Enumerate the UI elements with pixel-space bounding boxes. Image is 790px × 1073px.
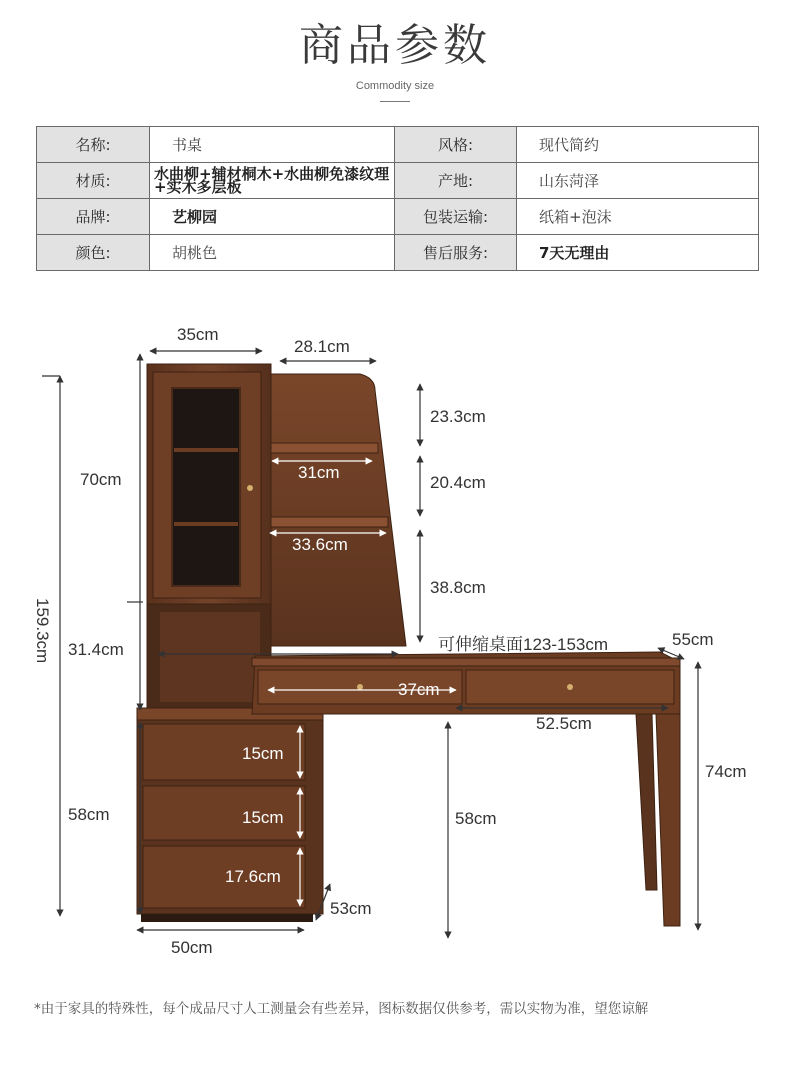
dim-desk-depth: 55cm xyxy=(672,630,714,649)
spec-value: 水曲柳+辅材桐木+水曲柳免漆纹理+实木多层板 xyxy=(150,163,395,199)
dim-pedestal-depth: 53cm xyxy=(330,899,372,918)
page-title: 商品参数 xyxy=(299,20,491,71)
hutch-back-panel xyxy=(268,374,406,646)
spec-label: 风格: xyxy=(395,127,517,163)
drawer-pedestal xyxy=(137,708,323,922)
spec-row xyxy=(37,199,759,235)
dim-hutch-depth: 28.1cm xyxy=(294,337,350,356)
page-subtitle: Commodity size xyxy=(355,80,435,92)
spec-row xyxy=(37,127,759,163)
dim-extendable-desk: 可伸缩桌面123-153cm xyxy=(438,635,609,654)
dim-knee-height: 58cm xyxy=(455,809,497,828)
shelf-top xyxy=(266,443,378,453)
spec-value: 艺柳园 xyxy=(150,199,395,235)
upper-cabinet xyxy=(147,364,271,604)
dim-drawer-width: 37cm xyxy=(398,680,440,699)
dim-desk-height: 74cm xyxy=(705,762,747,781)
spec-label: 颜色: xyxy=(37,235,150,271)
dim-shelf-gap-top: 23.3cm xyxy=(430,407,486,426)
header-divider xyxy=(380,101,410,102)
spec-label: 包装运输: xyxy=(395,199,517,235)
page-header xyxy=(0,18,790,102)
spec-value: 纸箱+泡沫 xyxy=(517,199,759,235)
dim-desk-segment: 52.5cm xyxy=(536,714,592,733)
spec-label: 材质: xyxy=(37,163,150,199)
spec-label: 名称: xyxy=(37,127,150,163)
disclaimer-footnote: *由于家具的特殊性，每个成品尺寸人工测量会有些差异，图标数据仅供参考，需以实物为准，望您谅解 xyxy=(34,1001,649,1017)
dim-cabinet-width: 35cm xyxy=(177,325,219,344)
spec-value: 7天无理由 xyxy=(517,235,759,271)
dim-shelf-gap-low: 38.8cm xyxy=(430,578,486,597)
spec-table xyxy=(36,126,759,271)
shelf-middle xyxy=(266,517,388,527)
dim-shelf1-width: 31cm xyxy=(298,463,340,482)
dim-shelf-gap-mid: 20.4cm xyxy=(430,473,486,492)
dim-pedestal-height: 58cm xyxy=(68,805,110,824)
spec-row xyxy=(37,235,759,271)
dim-pedestal-width: 50cm xyxy=(171,938,213,957)
dim-total-height: 159.3cm xyxy=(33,598,52,664)
dim-open-gap-height: 31.4cm xyxy=(68,640,124,659)
dim-drawer1-height: 15cm xyxy=(242,744,284,763)
spec-label: 产地: xyxy=(395,163,517,199)
spec-value: 书桌 xyxy=(150,127,395,163)
dim-shelf2-width: 33.6cm xyxy=(292,535,348,554)
dim-upper-cabinet-height: 70cm xyxy=(80,470,122,489)
product-diagram xyxy=(0,290,790,980)
spec-row xyxy=(37,163,759,199)
spec-value: 山东菏泽 xyxy=(517,163,759,199)
spec-label: 品牌: xyxy=(37,199,150,235)
dim-drawer3-height: 17.6cm xyxy=(225,867,281,886)
dim-drawer2-height: 15cm xyxy=(242,808,284,827)
spec-value: 现代简约 xyxy=(517,127,759,163)
spec-label: 售后服务: xyxy=(395,235,517,271)
spec-value: 胡桃色 xyxy=(150,235,395,271)
